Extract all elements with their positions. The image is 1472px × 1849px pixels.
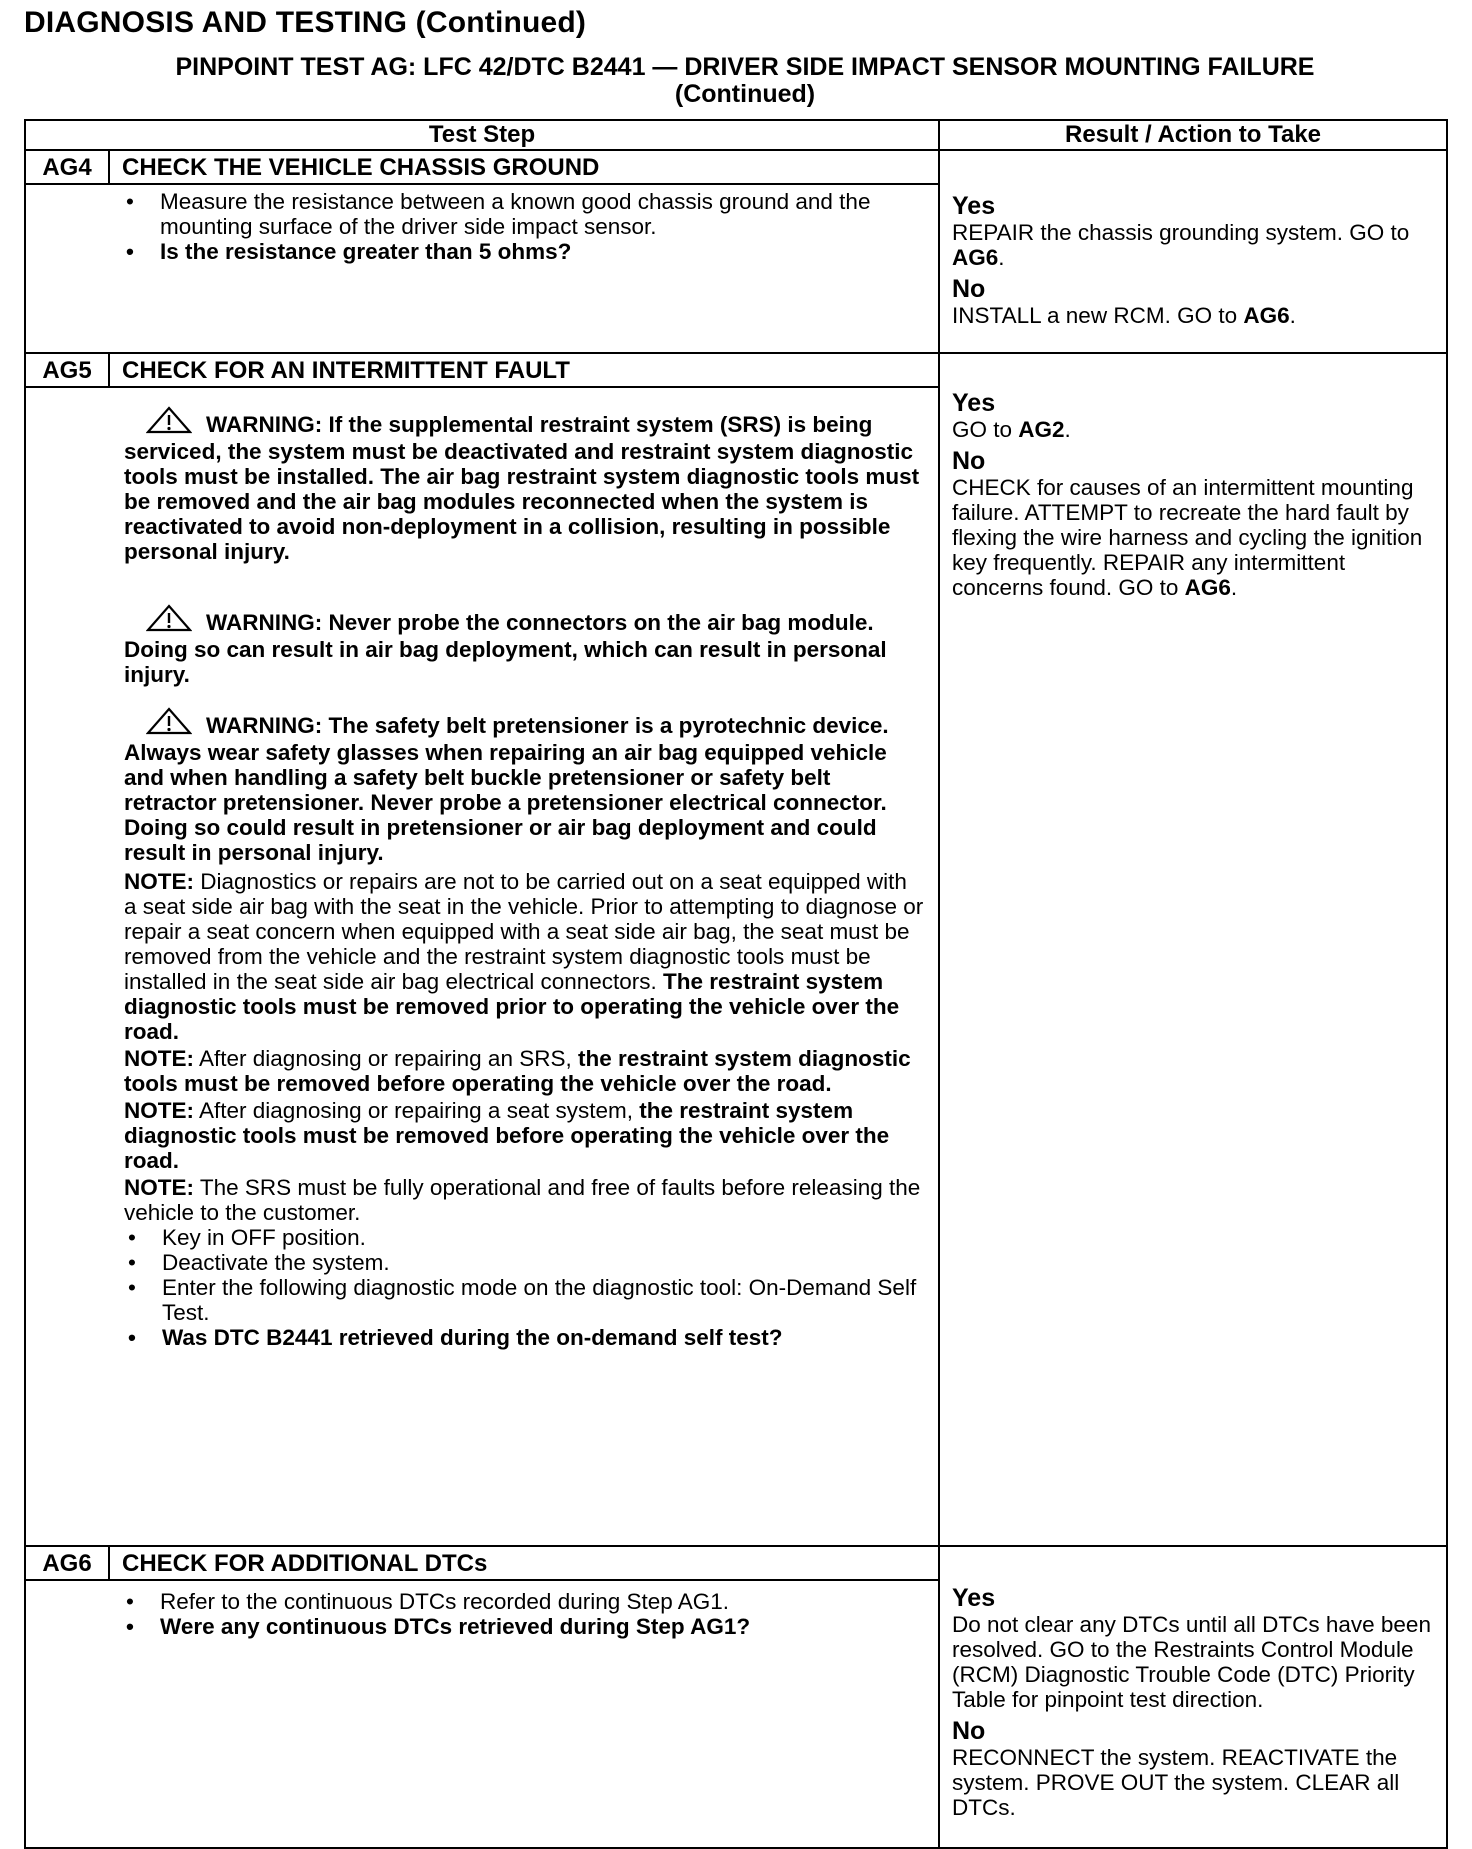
list-item: • Was DTC B2441 retrieved during the on-demand self test? bbox=[124, 1325, 924, 1350]
step-body-ag5 bbox=[26, 388, 938, 1360]
result-ag4 bbox=[939, 150, 1447, 353]
note-srs: NOTE: After diagnosing or repairing an SRS, the restraint system diagnostic tools must be removed before operating the vehicle over the road. bbox=[124, 1046, 911, 1096]
column-header-test-step: Test Step bbox=[25, 120, 939, 150]
warning-probe: WARNING: Never probe the connectors on the air bag module. Doing so can result in air bag deployment, which can result in personal injury. bbox=[124, 604, 924, 687]
yes-label: Yes bbox=[952, 389, 996, 417]
table-row-ag6 bbox=[25, 1546, 1447, 1848]
step-header-ag4 bbox=[26, 151, 938, 185]
list-item: • Key in OFF position. bbox=[124, 1225, 924, 1250]
step-id: AG5 bbox=[26, 354, 110, 386]
list-item: • Were any continuous DTCs retrieved during Step AG1? bbox=[122, 1614, 924, 1639]
yes-action: Do not clear any DTCs until all DTCs have been resolved. GO to the Restraints Control Module (RCM) Diagnostic Trouble Code (DTC) Priority Table for pinpoint test direction. bbox=[952, 1612, 1431, 1712]
step-id: AG6 bbox=[26, 1547, 110, 1579]
yes-label: Yes bbox=[952, 1584, 996, 1612]
page-title: DIAGNOSIS AND TESTING (Continued) bbox=[24, 6, 587, 39]
table-row-ag4 bbox=[25, 150, 1447, 353]
table-header-row bbox=[25, 120, 1447, 150]
step-header-ag6 bbox=[26, 1547, 938, 1581]
step-title: CHECK FOR AN INTERMITTENT FAULT bbox=[122, 357, 570, 384]
step-body-ag4 bbox=[26, 185, 938, 274]
pinpoint-test-table bbox=[24, 119, 1448, 1849]
no-action: RECONNECT the system. REACTIVATE the system. PROVE OUT the system. CLEAR all DTCs. bbox=[952, 1745, 1400, 1820]
table-row-ag5 bbox=[25, 353, 1447, 1546]
warning-triangle-icon bbox=[146, 406, 192, 439]
test-step-ag5 bbox=[25, 353, 939, 1546]
yes-action: REPAIR the chassis grounding system. GO to AG6. bbox=[952, 220, 1410, 270]
warning-triangle-icon bbox=[146, 707, 192, 740]
step-title: CHECK FOR ADDITIONAL DTCs bbox=[122, 1550, 488, 1577]
step-body-ag6 bbox=[26, 1581, 938, 1649]
step-id: AG4 bbox=[26, 151, 110, 183]
note-seat-system: NOTE: After diagnosing or repairing a seat system, the restraint system diagnostic tools must be removed before operating the vehicle over the road. bbox=[124, 1098, 890, 1173]
test-step-ag4 bbox=[25, 150, 939, 353]
list-item: • Deactivate the system. bbox=[124, 1250, 924, 1275]
step-header-ag5 bbox=[26, 354, 938, 388]
list-item: • Refer to the continuous DTCs recorded during Step AG1. bbox=[122, 1589, 924, 1614]
result-ag6 bbox=[939, 1546, 1447, 1848]
warning-pretensioner: WARNING: The safety belt pretensioner is a pyrotechnic device. Always wear safety glasses when repairing an air bag equipped vehicle and when handling a safety belt buckle pretensioner or safety belt retractor pretensioner. Never probe a pretensioner electrical connector. Doing so could result in pretensioner or air bag deployment and could result in personal injury. bbox=[124, 707, 924, 865]
yes-action: GO to AG2. bbox=[952, 417, 1071, 442]
list-item: • Enter the following diagnostic mode on the diagnostic tool: On-Demand Self Test. bbox=[124, 1275, 924, 1325]
warning-srs: WARNING: If the supplemental restraint system (SRS) is being serviced, the system must be deactivated and restraint system diagnostic tools must be installed. The air bag restraint system diagnostic tools must be removed and the air bag modules reconnected when the system is reactivated to avoid non-deployment in a collision, resulting in possible personal injury. bbox=[124, 406, 924, 564]
subtitle-line-1: PINPOINT TEST AG: LFC 42/DTC B2441 — DRIVER SIDE IMPACT SENSOR MOUNTING FAILURE bbox=[175, 53, 1315, 81]
no-label: No bbox=[952, 1717, 986, 1745]
note-seat-side-airbag: NOTE: Diagnostics or repairs are not to be carried out on a seat equipped with a seat side air bag with the seat in the vehicle. Prior to attempting to diagnose or repair a seat concern when equipped with a seat side air bag, the seat must be removed from the vehicle and the restraint system diagnostic tools must be installed in the seat side air bag electrical connectors. The restraint system diagnostic tools must be removed prior to operating the vehicle over the road. bbox=[124, 869, 924, 1044]
subtitle-line-2: (Continued) bbox=[674, 80, 816, 108]
pinpoint-test-title bbox=[60, 54, 1430, 108]
no-label: No bbox=[952, 447, 986, 475]
list-item: • Measure the resistance between a known good chassis ground and the mounting surface of the driver side impact sensor. bbox=[122, 189, 924, 239]
yes-label: Yes bbox=[952, 192, 996, 220]
note-srs-operational: NOTE: The SRS must be fully operational and free of faults before releasing the vehicle to the customer. bbox=[124, 1175, 921, 1225]
list-item: • Is the resistance greater than 5 ohms? bbox=[122, 239, 924, 264]
no-action: CHECK for causes of an intermittent mounting failure. ATTEMPT to recreate the hard fault by flexing the wire harness and cycling the ignition key frequently. REPAIR any intermittent concerns found. GO to AG6. bbox=[952, 475, 1423, 600]
column-header-result: Result / Action to Take bbox=[939, 120, 1447, 150]
test-step-ag6 bbox=[25, 1546, 939, 1848]
step-title: CHECK THE VEHICLE CHASSIS GROUND bbox=[122, 154, 600, 181]
no-action: INSTALL a new RCM. GO to AG6. bbox=[952, 303, 1296, 328]
no-label: No bbox=[952, 275, 986, 303]
result-ag5 bbox=[939, 353, 1447, 1546]
warning-triangle-icon bbox=[146, 604, 192, 637]
